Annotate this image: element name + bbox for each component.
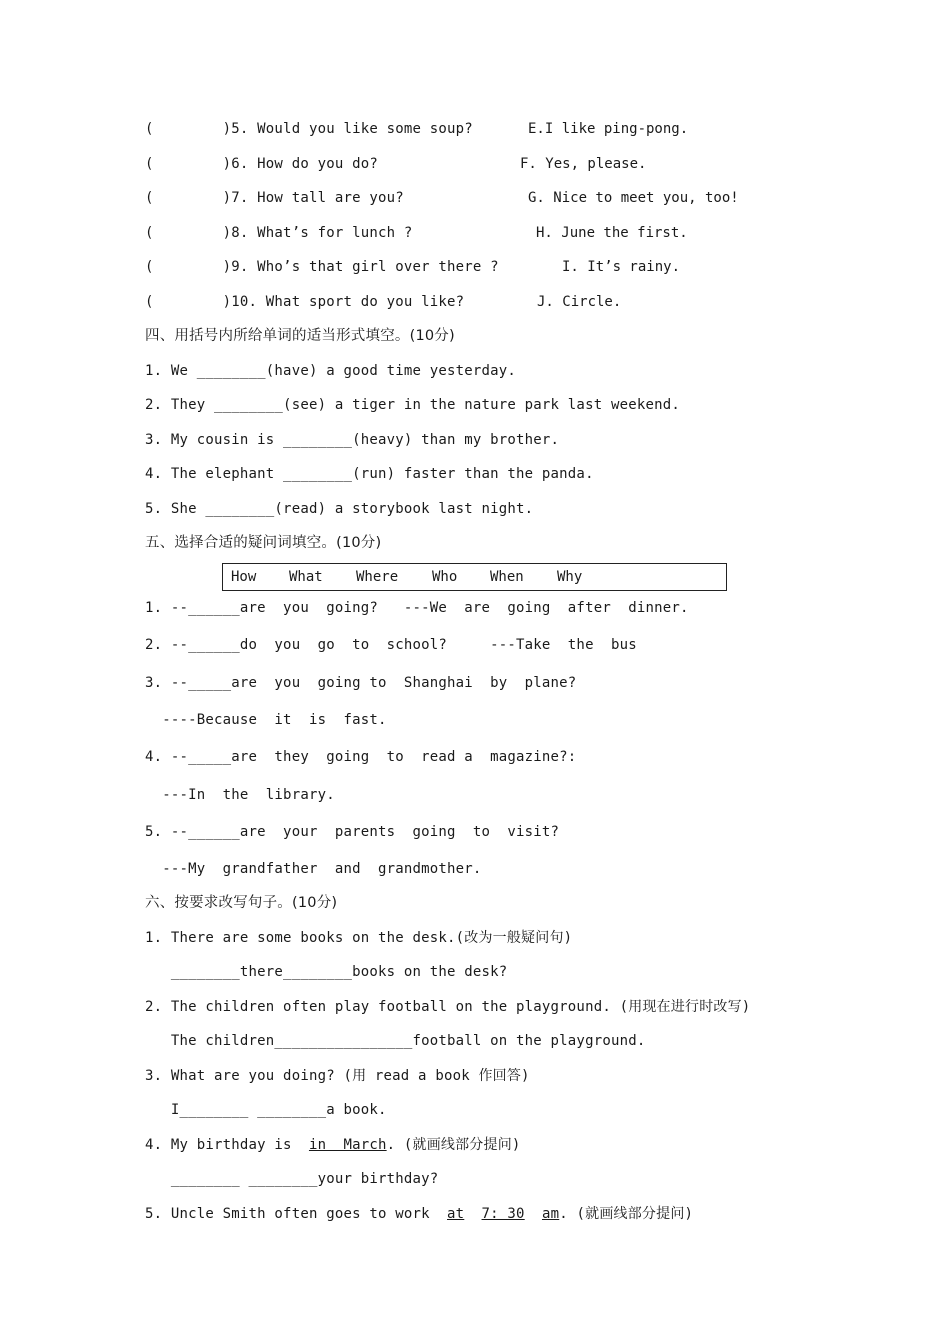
q5-underlined-am: am — [541, 1206, 560, 1222]
q5-underlined-time: 7: 30 — [481, 1206, 525, 1222]
section-4-item-3: 3. My cousin is ________(heavy) than my brother. — [145, 432, 560, 448]
section-6-question-5 — [145, 1205, 693, 1223]
section-5-line-3-answer: ----Because it is fast. — [145, 712, 387, 728]
word-what: What — [289, 569, 323, 585]
section-5-line-3: 3. --_____are you going to Shanghai by plane? — [145, 675, 577, 691]
section-5-line-5-answer: ---My grandfather and grandmother. — [145, 861, 482, 877]
word-when: When — [490, 569, 524, 585]
word-where: Where — [356, 569, 399, 585]
match-question-6: ( )6. How do you do? — [145, 156, 378, 172]
section-6-answer-3: I________ ________a book. — [145, 1102, 387, 1118]
section-6-title: 六、按要求改写句子。(10分) — [145, 895, 338, 911]
section-5-title: 五、选择合适的疑问词填空。(10分) — [145, 535, 382, 551]
match-answer-e: E.I like ping-pong. — [528, 121, 689, 137]
match-question-9: ( )9. Who’s that girl over there ? — [145, 259, 499, 275]
section-6-question-4 — [145, 1136, 521, 1154]
section-6-question-3: 3. What are you doing? (用 read a book 作回答) — [145, 1068, 530, 1084]
word-why: Why — [557, 569, 583, 585]
section-4-item-1: 1. We ________(have) a good time yesterday. — [145, 363, 517, 379]
section-6-answer-4: ________ ________your birthday? — [145, 1171, 439, 1187]
match-answer-h: H. June the first. — [536, 225, 688, 241]
word-who: Who — [432, 569, 458, 585]
match-answer-g: G. Nice to meet you, too! — [528, 190, 739, 206]
q4-instruction: . (就画线部分提问) — [386, 1137, 521, 1153]
section-5-line-5: 5. --______are your parents going to visit? — [145, 824, 560, 840]
q4-text-before: 4. My birthday is — [145, 1137, 309, 1153]
match-answer-i: I. It’s rainy. — [562, 259, 681, 275]
word-bank-box — [222, 563, 727, 591]
match-question-10: ( )10. What sport do you like? — [145, 294, 465, 310]
q5-instruction: . (就画线部分提问) — [559, 1206, 694, 1222]
section-6-answer-1: ________there________books on the desk? — [145, 964, 508, 980]
q5-underlined-at: at — [447, 1206, 465, 1222]
section-4-item-4: 4. The elephant ________(run) faster than the panda. — [145, 466, 594, 482]
q5-text-before: 5. Uncle Smith often goes to work — [145, 1206, 448, 1222]
section-4-item-5: 5. She ________(read) a storybook last night. — [145, 501, 534, 517]
match-question-7: ( )7. How tall are you? — [145, 190, 404, 206]
section-5-line-4: 4. --_____are they going to read a magazine?: — [145, 749, 577, 765]
match-answer-f: F. Yes, please. — [520, 156, 647, 172]
section-4-title: 四、用括号内所给单词的适当形式填空。(10分) — [145, 328, 455, 344]
section-4-item-2: 2. They ________(see) a tiger in the nature park last weekend. — [145, 397, 680, 413]
q4-underlined-part: in March — [308, 1137, 387, 1153]
section-6-question-1: 1. There are some books on the desk.(改为一般疑问句) — [145, 930, 573, 946]
section-6-answer-2: The children________________football on the playground. — [145, 1033, 646, 1049]
section-5-line-4-answer: ---In the library. — [145, 787, 335, 803]
word-how: How — [231, 569, 257, 585]
section-5-line-2: 2. --______do you go to school? ---Take the bus — [145, 637, 637, 653]
match-question-8: ( )8. What’s for lunch ? — [145, 225, 413, 241]
section-5-line-1: 1. --______are you going? ---We are going after dinner. — [145, 600, 689, 616]
match-question-5: ( )5. Would you like some soup? — [145, 121, 473, 137]
match-answer-j: J. Circle. — [537, 294, 622, 310]
section-6-question-2: 2. The children often play football on the playground. (用现在进行时改写) — [145, 999, 751, 1015]
